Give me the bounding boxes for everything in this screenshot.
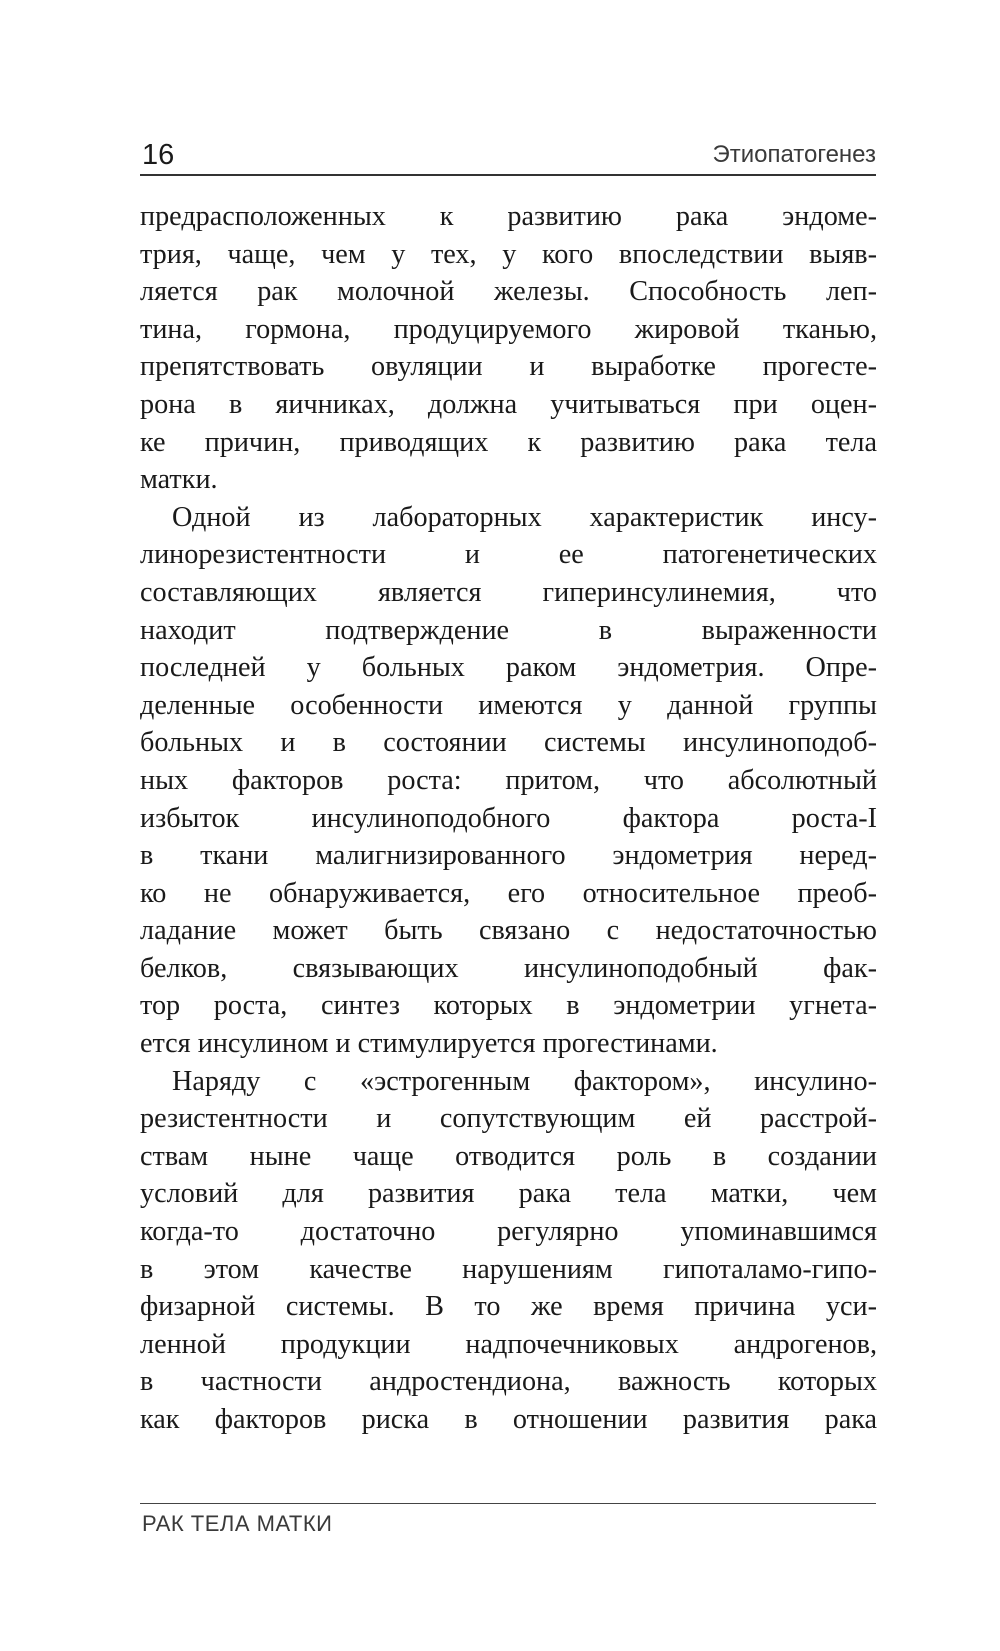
text-line: Наряду с «эстрогенным фактором», инсулино- [172,1065,877,1097]
text-line: избыток инсулиноподобного фактора роста-I [140,802,877,834]
text-line: в частности андростендиона, важность которых [140,1366,877,1398]
text-line: больных и в состоянии системы инсулиноподоб- [140,727,877,759]
paragraph [140,198,877,499]
text-line: последней у больных раком эндометрия. Опре- [140,652,877,684]
text-line: тина, гормона, продуцируемого жировой тканью, [140,313,877,345]
running-title: Этиопатогенез [712,141,876,168]
text-line: ется инсулином и стимулируется прогестинами. [140,1028,718,1060]
text-line: когда-то достаточно регулярно упоминавшимся [140,1216,877,1248]
page-header [142,138,876,172]
text-line: находит подтверждение в выраженности [140,614,877,646]
text-line: резистентности и сопутствующим ей расстрой- [140,1103,877,1135]
text-line: тор роста, синтез которых в эндометрии угнета- [140,990,877,1022]
text-line: рона в яичниках, должна учитываться при оцен- [140,388,877,420]
text-line: препятствовать овуляции и выработке прогесте- [140,351,877,383]
text-line: трия, чаще, чем у тех, у кого впоследствии выяв- [140,238,877,270]
text-line: как факторов риска в отношении развития рака [140,1404,877,1435]
body-text [140,198,877,1439]
text-line: ляется рак молочной железы. Способность леп- [140,276,877,308]
text-line: ладание может быть связано с недостаточностью [140,915,877,947]
header-divider [140,174,876,176]
text-line: матки. [140,464,218,496]
text-line: ных факторов роста: притом, что абсолютный [140,764,877,796]
text-line: белков, связывающих инсулиноподобный фак- [140,952,877,984]
paragraph [140,499,877,1063]
footer-divider [140,1503,876,1504]
text-line: ствам ныне чаще отводится роль в создании [140,1140,877,1172]
footer-book-title: РАК ТЕЛА МАТКИ [142,1511,333,1536]
text-line: линорезистентности и ее патогенетических [140,539,877,571]
text-line: предрасположенных к развитию рака эндоме- [140,201,877,232]
text-line: физарной системы. В то же время причина уси- [140,1291,877,1323]
text-line: в ткани малигнизированного эндометрия неред- [140,840,877,872]
page-number: 16 [142,139,175,171]
text-line: ко не обнаруживается, его относительное преоб- [140,877,877,909]
text-line: Одной из лабораторных характеристик инсу- [172,501,877,533]
text-line: в этом качестве нарушениям гипоталамо-гипо- [140,1253,877,1285]
text-line: составляющих является гиперинсулинемия, что [140,576,877,608]
text-line: ленной продукции надпочечниковых андрогенов, [140,1328,877,1360]
text-line: условий для развития рака тела матки, чем [140,1178,877,1210]
text-line: деленные особенности имеются у данной группы [140,689,877,721]
paragraph [140,1063,877,1439]
text-line: ке причин, приводящих к развитию рака тела [140,426,877,458]
